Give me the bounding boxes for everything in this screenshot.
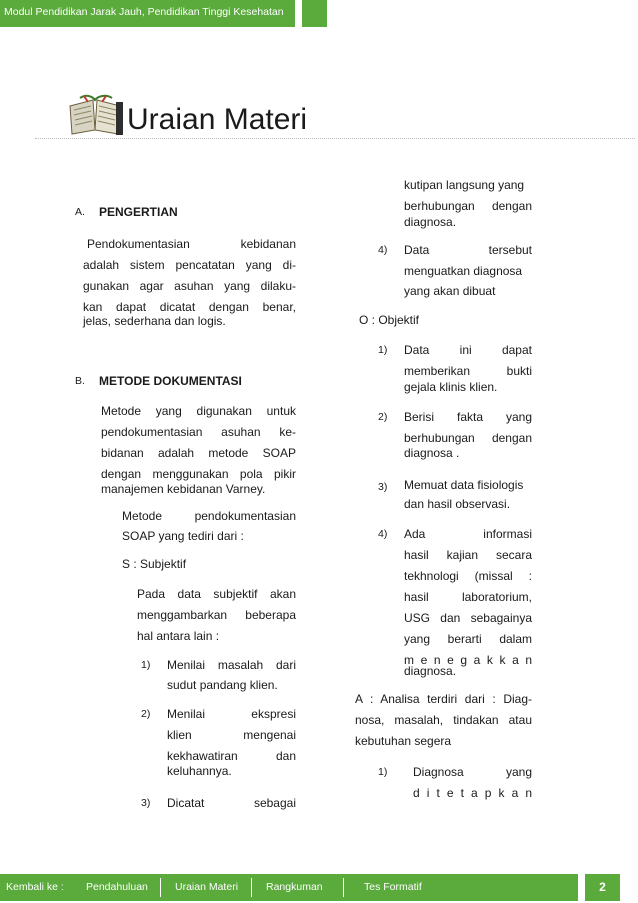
list-item-line: diagnosa. xyxy=(404,215,457,229)
paragraph-line: pendokumentasian asuhan ke- xyxy=(101,425,296,439)
heading-pengertian: PENGERTIAN xyxy=(99,205,178,219)
footer-back-label: Kembali ke : xyxy=(6,881,64,893)
list-item-line: kutipan langsung yang xyxy=(404,178,525,192)
paragraph-line: kebutuhan segera xyxy=(355,734,452,748)
list-number: 1) xyxy=(141,659,151,671)
list-item-line: hasil kajian secara xyxy=(404,548,532,562)
subheading-subjektif: S : Subjektif xyxy=(122,557,187,571)
list-item-line: Menilai masalah dari xyxy=(167,658,296,672)
paragraph-line: A : Analisa terdiri dari : Diag- xyxy=(355,692,532,706)
list-item-line: berhubungan dengan xyxy=(404,199,532,213)
section-title: Uraian Materi xyxy=(127,103,308,136)
footer-separator xyxy=(343,878,344,897)
item-label-b: B. xyxy=(75,375,85,387)
list-item-line: USG dan sebagainya xyxy=(404,611,532,625)
list-item-line: sudut pandang klien. xyxy=(167,678,278,692)
list-item-line: m e n e g a k k a n xyxy=(404,653,532,667)
item-label-a: A. xyxy=(75,206,85,218)
paragraph-line: bidanan adalah metode SOAP xyxy=(101,446,296,460)
list-item-line: Menilai ekspresi xyxy=(167,707,296,721)
paragraph-line: jelas, sederhana dan logis. xyxy=(83,314,226,328)
footer-separator xyxy=(251,878,252,897)
paragraph-line: SOAP yang tediri dari : xyxy=(122,529,244,543)
footer-link-uraian-materi[interactable]: Uraian Materi xyxy=(175,881,239,893)
title-divider xyxy=(35,138,635,139)
list-item-line: hasil laboratorium, xyxy=(404,590,532,604)
footer-link-rangkuman[interactable]: Rangkuman xyxy=(266,881,323,893)
paragraph-line: Metode yang digunakan untuk xyxy=(101,404,296,418)
open-book-icon xyxy=(66,94,124,136)
list-item-line: keluhannya. xyxy=(167,764,232,778)
footer-nav xyxy=(0,874,578,901)
list-item-line: Berisi fakta yang xyxy=(404,410,532,424)
list-item-line: Data ini dapat xyxy=(404,343,532,357)
list-item-line: Memuat data fisiologis xyxy=(404,478,524,492)
list-item-line: diagnosa. xyxy=(404,664,457,678)
list-number: 2) xyxy=(378,411,388,423)
paragraph-line: dengan menggunakan pola pikir xyxy=(101,467,296,481)
list-item-line: memberikan bukti xyxy=(404,364,532,378)
list-item-line: dan hasil observasi. xyxy=(404,497,511,511)
list-item-line: berhubungan dengan xyxy=(404,431,532,445)
paragraph-line: kan dapat dicatat dengan benar, xyxy=(83,300,296,314)
header-bar xyxy=(0,0,295,27)
footer-link-pendahuluan[interactable]: Pendahuluan xyxy=(86,881,148,893)
footer-separator xyxy=(160,878,161,897)
footer-link-tes-formatif[interactable]: Tes Formatif xyxy=(364,881,422,893)
list-item-line: yang akan dibuat xyxy=(404,284,496,298)
list-item-line: tekhnologi (missal : xyxy=(404,569,532,583)
paragraph-line: manajemen kebidanan Varney. xyxy=(101,482,266,496)
list-item-line: Data tersebut xyxy=(404,243,532,257)
list-item-line: gejala klinis klien. xyxy=(404,380,498,394)
page-number: 2 xyxy=(585,874,620,901)
paragraph-line: menggambarkan beberapa xyxy=(137,608,296,622)
paragraph-line: nosa, masalah, tindakan atau xyxy=(355,713,532,727)
list-item-line: Diagnosa yang xyxy=(413,765,532,779)
paragraph-line: hal antara lain : xyxy=(137,629,220,643)
header-title: Modul Pendidikan Jarak Jauh, Pendidikan Tinggi Kesehatan xyxy=(4,6,284,18)
list-number: 2) xyxy=(141,708,151,720)
header-square xyxy=(302,0,327,27)
list-item-line: klien mengenai xyxy=(167,728,296,742)
list-number: 3) xyxy=(378,481,388,493)
paragraph-line: gunakan agar asuhan yang dilaku- xyxy=(83,279,296,293)
list-number: 3) xyxy=(141,797,151,809)
list-item-line: diagnosa . xyxy=(404,446,460,460)
list-item-line: d i t e t a p k a n xyxy=(413,786,532,800)
list-number: 1) xyxy=(378,344,388,356)
list-item-line: menguatkan diagnosa xyxy=(404,264,523,278)
list-item-line: Dicatat sebagai xyxy=(167,796,296,810)
list-number: 4) xyxy=(378,244,388,256)
paragraph-line: Metode pendokumentasian xyxy=(122,509,296,523)
paragraph-line: adalah sistem pencatatan yang di- xyxy=(83,258,296,272)
list-item-line: Ada informasi xyxy=(404,527,532,541)
list-item-line: kekhawatiran dan xyxy=(167,749,296,763)
paragraph-line: Pendokumentasian kebidanan xyxy=(87,237,296,251)
list-number: 4) xyxy=(378,528,388,540)
heading-metode-dokumentasi: METODE DOKUMENTASI xyxy=(99,374,242,388)
list-item-line: yang berarti dalam xyxy=(404,632,532,646)
paragraph-line: Pada data subjektif akan xyxy=(137,587,296,601)
list-number: 1) xyxy=(378,766,388,778)
subheading-objektif: O : Objektif xyxy=(359,313,420,327)
